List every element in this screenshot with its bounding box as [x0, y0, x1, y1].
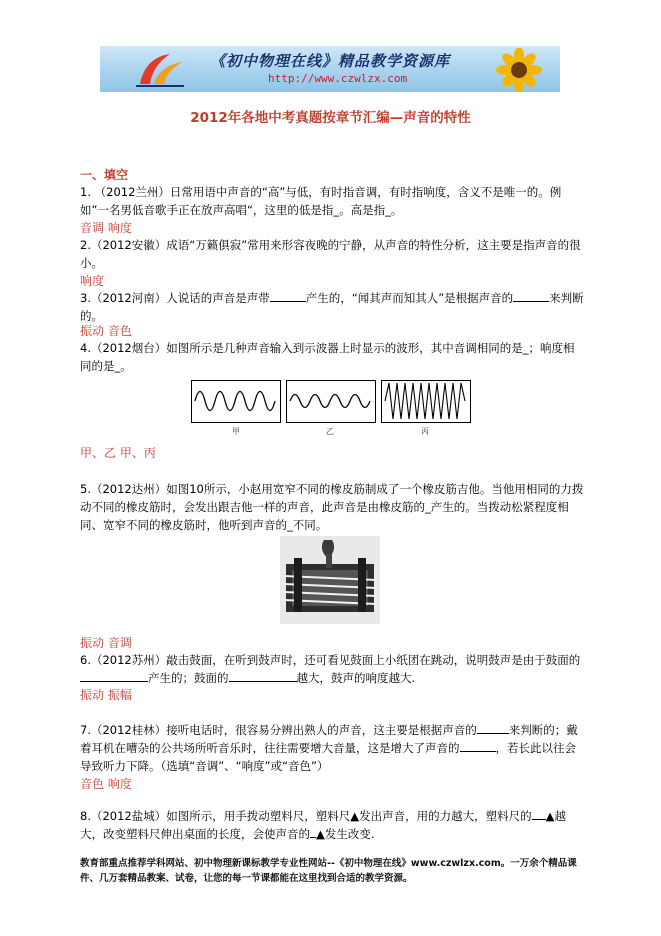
q8-part1: 8.（2012盐城）如图所示，用手拨动塑料尺，塑料尺: [80, 809, 351, 823]
waveform-label-yi: 乙: [326, 427, 334, 436]
q6-blank-1: [80, 669, 148, 682]
site-logo-icon: [130, 50, 190, 90]
q7-blank-2: [460, 739, 496, 752]
answer-3: 振动 音色: [80, 324, 132, 338]
sunflower-icon: [484, 48, 554, 92]
q8-blank-1: [532, 807, 546, 820]
answer-7: 音色 响度: [80, 777, 132, 791]
q3-part1: 3.（2012河南）人说话的声音是声带: [80, 291, 270, 305]
q3-part2: 产生的，“闻其声而知其人”是根据声音的: [305, 291, 514, 305]
question-7: [80, 721, 585, 775]
q7-part2: 来判断的；戴着耳机在嘈杂的公共场所听音乐时，往往需要增大音量，这是增大了声音的: [80, 723, 578, 755]
question-5: 5.（2012达州）如图10所示，小赵用宽窄不同的橡皮筋制成了一个橡皮筋吉他。当他用相同的力拨动不同的橡皮筋时，会发出跟吉他一样的声音，此声音是由橡皮筋的_产生的。当拨动松紧程度相同、宽窄不同的橡皮筋时，他听到声音的_不同。: [80, 482, 584, 532]
waveform-jia: [191, 380, 281, 423]
q8-marker-1: ▲: [350, 809, 360, 823]
page-footer: 教育部重点推荐学科网站、初中物理新课标教学专业性网站--《初中物理在线》www.czwlzx.com。一万余个精品课件、几万套精品教案、试卷，让您的每一节课都能在这里找到合适的教学资源。: [80, 858, 577, 884]
question-3: [80, 289, 585, 325]
question-2: 2.（2012安徽）成语“万籁俱寂”常用来形容夜晚的宁静，从声音的特性分析，这主要是指声音的很小。: [80, 238, 581, 270]
question-4: 4.（2012烟台）如图所示是几种声音输入到示波器上时显示的波形，其中音调相同的是_；响度相同的是_。: [80, 341, 575, 373]
waveform-label-bing: 丙: [421, 427, 429, 436]
q8-part3: 越大，改变塑料尺伸出桌面的长度，会使声音的: [80, 809, 566, 841]
q3-blank-1: [270, 289, 306, 302]
q6-part2: 产生的；鼓面的: [148, 671, 229, 685]
q3-blank-2: [513, 289, 549, 302]
q8-marker-2: ▲: [545, 809, 555, 823]
q8-part4: 发生改变.: [324, 827, 375, 841]
section-heading: 一、填空: [80, 168, 129, 182]
q8-part2: 发出声音，用的力越大，塑料尺的: [359, 809, 532, 823]
answer-1: 音调 响度: [80, 221, 132, 235]
question-6: [80, 651, 585, 687]
answer-6: 振动 振幅: [80, 688, 132, 702]
q6-blank-2: [229, 669, 297, 682]
question-1: 1. （2012兰州）日常用语中声音的“高”与低，有时指音调，有时指响度，含义不是唯一的。例如”一名男低音歌手正在放声高唱“，这里的低是指_。高是指_。: [80, 185, 562, 217]
banner-url: http://www.czwlzx.com: [268, 72, 408, 85]
waveform-bing: [381, 380, 471, 423]
banner-title: 《初中物理在线》精品教学资源库: [210, 52, 451, 70]
answer-5: 振动 音调: [80, 636, 132, 650]
q6-part1: 6.（2012苏州）敲击鼓面，在听到鼓声时，还可看见鼓面上小纸团在跳动，说明鼓声是由于鼓面的: [80, 653, 581, 667]
waveform-label-jia: 甲: [232, 427, 240, 436]
q8-marker-3: ▲: [316, 827, 325, 841]
header-banner: [100, 46, 560, 92]
question-8: [80, 807, 585, 843]
answer-2: 响度: [80, 274, 105, 288]
q3-part3: 来判断的。: [80, 291, 584, 323]
answer-4: 甲、乙 甲、丙: [80, 446, 156, 460]
waveform-yi: [286, 380, 376, 423]
q6-part3: 越大，鼓声的响度越大.: [296, 671, 416, 685]
q7-part3: ，若长此以往会导致听力下降。（选填“音调”、“响度”或“音色”）: [80, 741, 576, 773]
rubber-band-guitar-photo: [280, 536, 380, 624]
document-title: 2012年各地中考真题按章节汇编—声音的特性: [190, 110, 471, 126]
q7-part1: 7.（2012桂林）接听电话时，很容易分辨出熟人的声音，这主要是根据声音的: [80, 723, 477, 737]
q7-blank-1: [477, 721, 509, 734]
